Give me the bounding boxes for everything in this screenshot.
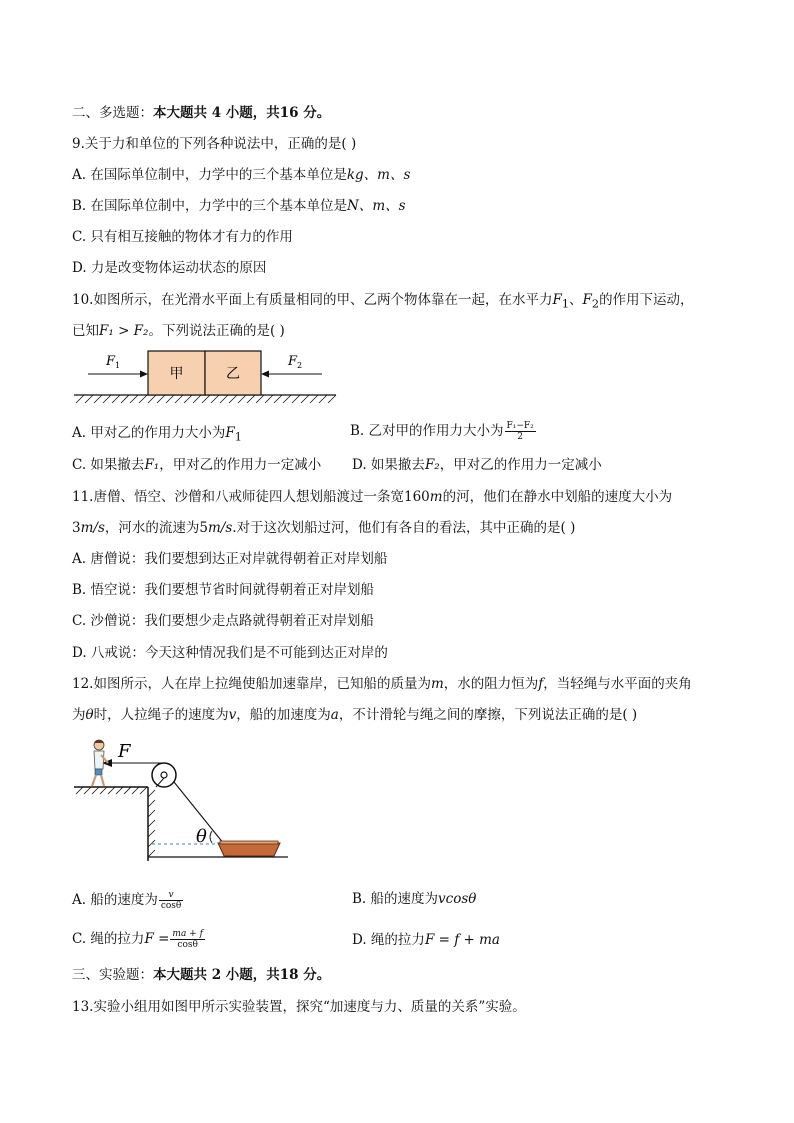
question-9-option-c: C. 只有相互接触的物体才有力的作用 <box>72 229 293 245</box>
pulley-axle <box>161 772 167 778</box>
question-10-option-b: B. 乙对甲的作用力大小为 $\frac{\text{F₁−F₂}}{2}$ <box>350 421 534 442</box>
force-f2-arrowhead <box>261 371 269 378</box>
question-12-stem-line2: 为θ时，人拉绳子的速度为v，船的加速度为a，不计滑轮与绳之间的摩擦，下列说法正确的是( ) <box>72 707 638 723</box>
section-heading: 二、多选题：本大题共 4 小题，共16 分。 <box>72 105 331 121</box>
question-9-stem: 9.关于力和单位的下列各种说法中，正确的是( ) <box>72 136 357 152</box>
question-9-option-b: B. 在国际单位制中，力学中的三个基本单位是N、m、s <box>72 198 406 214</box>
question-10-stem-line2: 已知F₁ > F₂。下列说法正确的是( ) <box>72 323 285 339</box>
bank-hatching <box>76 787 147 794</box>
question-9-option-a: A. 在国际单位制中，力学中的三个基本单位是kg、m、s <box>72 167 411 183</box>
question-11-stem-line1: 11.唐僧、悟空、沙僧和八戒师徒四人想划船渡过一条宽160m的河，他们在静水中划船的速度大小为 <box>72 489 673 505</box>
question-11-option-a: A. 唐僧说：我们要想到达正对岸就得朝着正对岸划船 <box>72 551 388 567</box>
fraction: $\frac{v}{\cos\theta}$ <box>160 890 182 911</box>
ground-hatching <box>76 395 336 403</box>
question-12-option-b: B. 船的速度为vcosθ <box>352 891 477 907</box>
question-13-stem: 13.实验小组用如图甲所示实验装置，探究“加速度与力、质量的关系”实验。 <box>72 999 526 1015</box>
force-label: F <box>118 741 131 762</box>
force-f1-arrowhead <box>140 371 148 378</box>
block-yi-label: 乙 <box>226 366 240 382</box>
question-10-figure <box>72 345 342 410</box>
question-10-option-c: C. 如果撤去F₁，甲对乙的作用力一定减小 <box>72 457 322 473</box>
question-11-option-b: B. 悟空说：我们要想节省时间就得朝着正对岸划船 <box>72 582 375 598</box>
section-heading: 三、实验题：本大题共 2 小题，共18 分。 <box>72 967 331 983</box>
question-12-option-a: A. 船的速度为 $\frac{v}{\cos\theta}$ <box>72 890 182 911</box>
force-f1-sub: 1 <box>115 361 121 370</box>
question-11-option-d: D. 八戒说：今天这种情况我们是不可能到达正对岸的 <box>72 645 388 661</box>
question-10-stem-line1: 10.如图所示，在光滑水平面上有质量相同的甲、乙两个物体靠在一起，在水平力$F_1$、$F_2$的作用下运动， <box>72 292 694 311</box>
angle-label: θ <box>196 826 207 847</box>
question-10-option-a: A. 甲对乙的作用力大小为$F_1$ <box>72 425 242 444</box>
question-11-option-c: C. 沙僧说：我们要想少走点路就得朝着正对岸划船 <box>72 613 374 629</box>
question-12-stem-line1: 12.如图所示，人在岸上拉绳使船加速靠岸，已知船的质量为m，水的阻力恒为f，当轻绳与水平面的夹角 <box>72 676 692 692</box>
angle-arc <box>210 831 212 843</box>
fraction: $\frac{ma + f}{\cos\theta}$ <box>172 929 203 950</box>
fraction: $\frac{\text{F₁−F₂}}{2}$ <box>506 421 534 442</box>
boat <box>218 843 280 856</box>
question-11-stem-line2: 3m/s，河水的流速为5m/s.对于这次划船过河，他们有各自的看法，其中正确的是( ) <box>72 520 576 536</box>
question-12-figure <box>72 735 292 865</box>
question-9-option-d: D. 力是改变物体运动状态的原因 <box>72 260 267 276</box>
force-f2-sub: 2 <box>297 361 303 370</box>
block-jia-label: 甲 <box>169 366 184 382</box>
force-f1-label: F <box>106 354 116 369</box>
question-12-option-d: D. 绳的拉力F = f + ma <box>352 932 500 948</box>
question-10-option-d: D. 如果撤去F₂，甲对乙的作用力一定减小 <box>352 457 602 473</box>
question-12-option-c: C. 绳的拉力F = $\frac{ma + f}{\cos\theta}$ <box>72 929 203 950</box>
boat-rim <box>220 841 278 844</box>
force-f2-label: F <box>288 354 298 369</box>
wall-hatching <box>148 790 155 857</box>
